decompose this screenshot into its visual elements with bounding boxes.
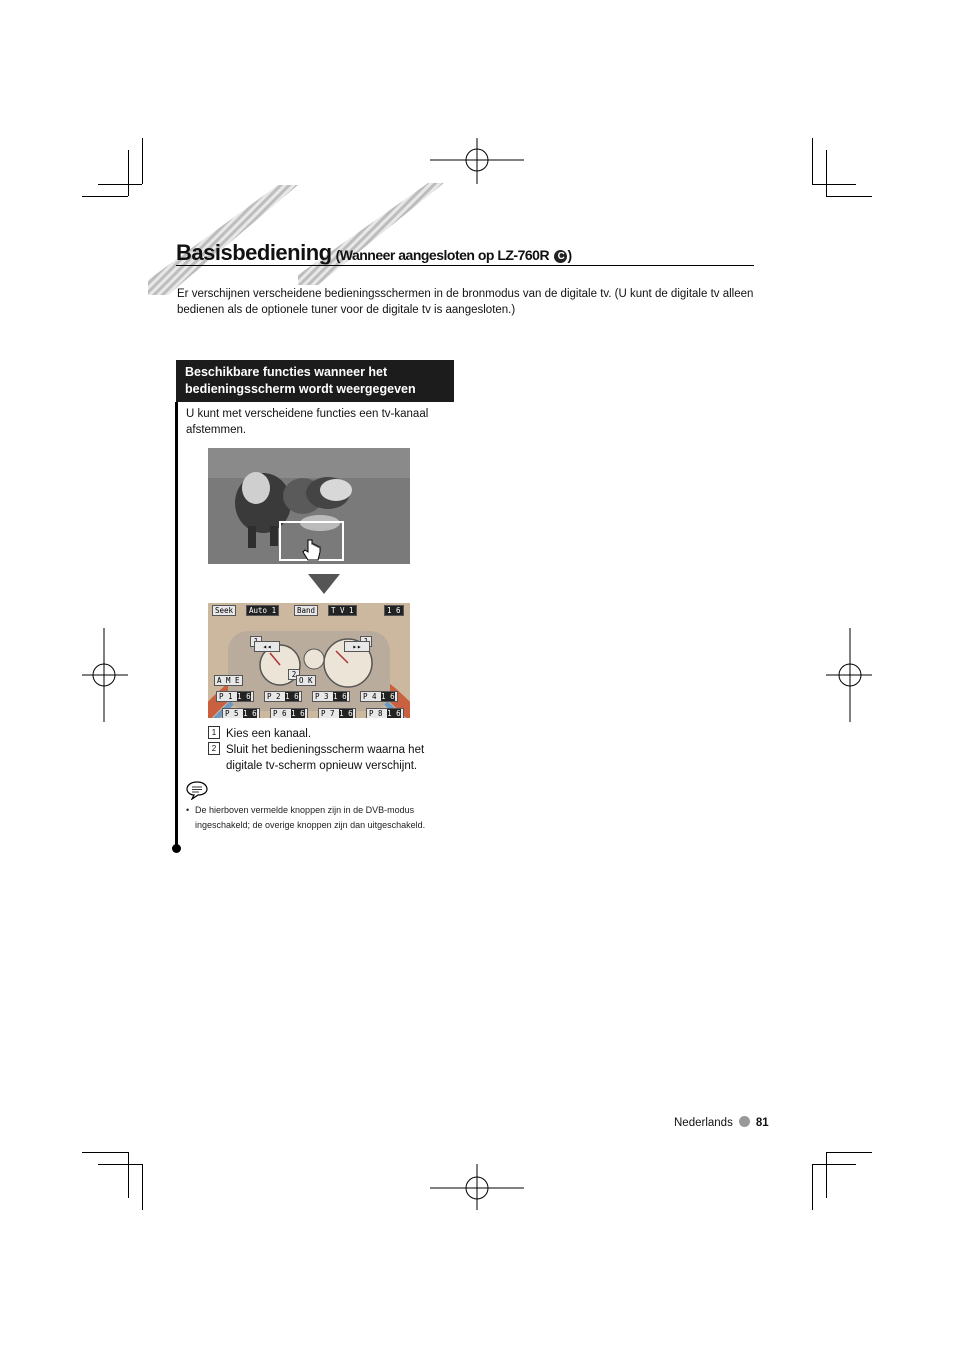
section-text: U kunt met verscheidene functies een tv-kanaal afstemmen. <box>186 408 429 436</box>
seek-up-button[interactable]: ▸▸ <box>344 641 370 652</box>
control-screen <box>208 603 410 718</box>
tv-screen-image <box>208 448 410 564</box>
note-text <box>186 803 436 833</box>
preset-button-2[interactable]: P 2 1 6 <box>264 691 302 702</box>
preset-button-3[interactable]: P 3 1 6 <box>312 691 350 702</box>
legend-text: Kies een kanaal. <box>226 728 312 740</box>
band-button[interactable]: T V 1 <box>328 605 357 616</box>
ok-button[interactable]: O K <box>296 675 316 686</box>
note-icon <box>186 780 208 800</box>
registration-mark-left <box>82 628 128 722</box>
seek-down-button[interactable]: ◂◂ <box>254 641 280 652</box>
channel-display: 1 6 <box>384 605 404 616</box>
legend-text: Sluit het bedieningsscherm waarna het digitale tv-scherm opnieuw verschijnt. <box>226 744 425 772</box>
registration-mark-right <box>826 628 872 722</box>
page-footer <box>674 1116 769 1129</box>
page-title <box>176 240 572 266</box>
footer-language: Nederlands <box>674 1117 733 1129</box>
preset-button-1[interactable]: P 1 1 6 <box>216 691 254 702</box>
preset-button-6[interactable]: P 6 1 6 <box>270 708 308 718</box>
legend-number: 2 <box>208 742 220 755</box>
marker-2: 2 <box>288 669 300 680</box>
title-rule <box>176 265 754 266</box>
note-body: De hierboven vermelde knoppen zijn in de DVB-modus ingeschakeld; de overige knoppen zijn dan uitgeschakeld. <box>195 805 426 830</box>
section-heading: Beschikbare functies wanneer het bedieningsscherm wordt weergegeven <box>176 360 454 402</box>
intro-paragraph: Er verschijnen verscheidene bedieningsschermen in de bronmodus van de digitale tv. (U kunt de digitale tv alleen bedienen als de optionele tuner voor de digitale tv is aangesloten.) <box>177 288 754 316</box>
registration-mark-bottom <box>430 1164 524 1210</box>
title-sub: (Wanneer aangesloten op LZ-760R C ) <box>335 247 572 263</box>
section-bar-end <box>172 844 181 853</box>
page-number: 81 <box>755 1117 769 1129</box>
ame-button[interactable]: A M E <box>214 675 243 686</box>
title-main: Basisbediening <box>176 240 332 265</box>
preset-button-7[interactable]: P 7 1 6 <box>318 708 356 718</box>
note-bullet: • <box>186 805 190 815</box>
registration-mark-top <box>430 138 524 184</box>
seek-mode-button[interactable]: Auto 1 <box>246 605 279 616</box>
band-label: Band <box>294 605 318 616</box>
legend-number: 1 <box>208 726 220 739</box>
legend-item-1 <box>208 726 438 742</box>
down-triangle-icon <box>308 574 340 594</box>
preset-button-5[interactable]: P 5 1 6 <box>222 708 260 718</box>
preset-button-4[interactable]: P 4 1 6 <box>360 691 398 702</box>
pointer-hand-icon <box>302 538 322 564</box>
legend-item-2 <box>208 742 440 774</box>
section-bar <box>175 402 178 848</box>
preset-button-8[interactable]: P 8 1 6 <box>366 708 404 718</box>
model-badge: C <box>554 250 567 263</box>
footer-dot-icon <box>739 1116 750 1127</box>
seek-label: Seek <box>212 605 236 616</box>
